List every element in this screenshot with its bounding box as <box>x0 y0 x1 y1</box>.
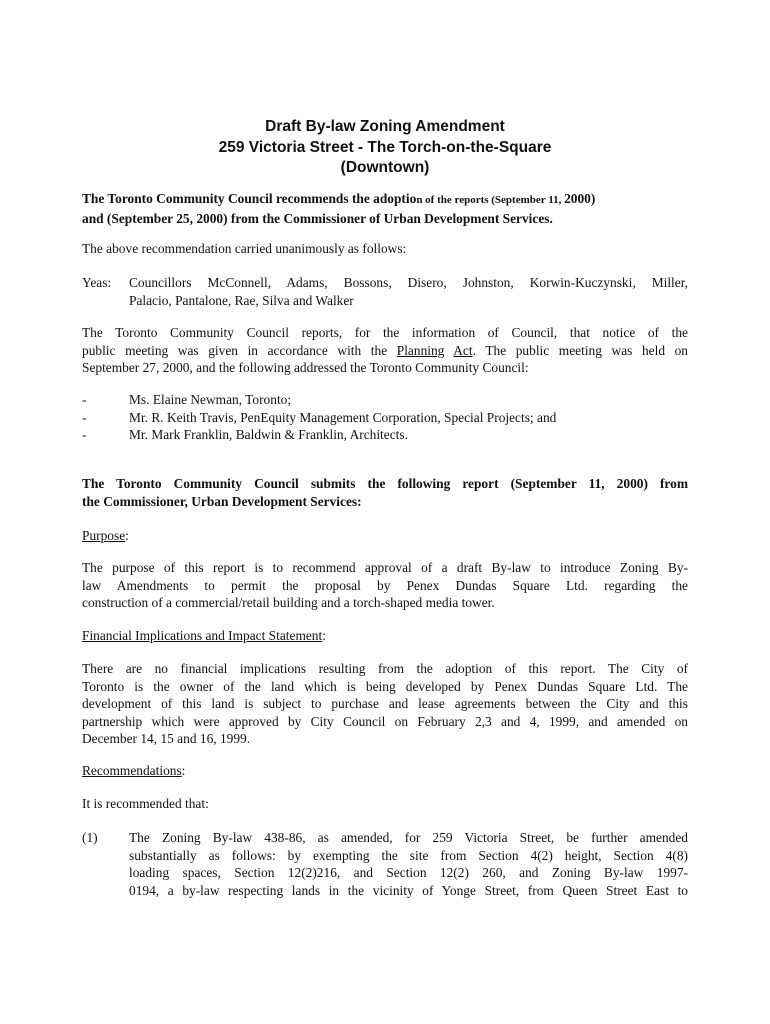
yeas-label: Yeas: <box>82 275 112 290</box>
reports-line-2: public meeting was given in accordance with the Planning Act. The public meeting was held on <box>82 342 689 358</box>
list-item: - Mr. Mark Franklin, Baldwin & Franklin, Architects. <box>82 427 408 442</box>
list-item: - Mr. R. Keith Travis, PenEquity Management Corporation, Special Projects; and <box>82 409 557 425</box>
item-1-line-2: substantially as follows: by exempting the site from Section 4(2) height, Section 4(8) <box>129 847 688 863</box>
planning-act-link-act: Act <box>453 342 473 358</box>
recommendation-item-1 <box>82 829 688 899</box>
yeas-line-2: Palacio, Pantalone, Rae, Silva and Walker <box>129 292 354 308</box>
title-line-2: 259 Victoria Street - The Torch-on-the-Square <box>218 138 552 156</box>
purpose-line-1: The purpose of this report is to recommend approval of a draft By-law to introduce Zoning By- <box>82 560 688 575</box>
financial-line-5: December 14, 15 and 16, 1999. <box>82 731 251 746</box>
reports-paragraph <box>82 324 688 377</box>
purpose-line-2: law Amendments to permit the proposal by Penex Dundas Square Ltd. regarding the <box>82 577 688 593</box>
title-line-1: Draft By-law Zoning Amendment <box>265 118 505 135</box>
reports-line-3: September 27, 2000, and the following addressed the Toronto Community Council: <box>82 360 529 375</box>
financial-paragraph <box>82 660 688 748</box>
recommendation-paragraph <box>82 190 688 227</box>
list-item: - Ms. Elaine Newman, Toronto; <box>82 392 292 407</box>
submits-line-1: The Toronto Community Council submits the following report (September 11, 2000) from <box>82 476 688 491</box>
addressed-list <box>82 391 688 444</box>
financial-line-2: Toronto is the owner of the land which is being developed by Penex Dundas Square Ltd. The <box>82 678 688 694</box>
reports-line-1: The Toronto Community Council reports, for the information of Council, that notice of the <box>82 325 688 340</box>
recommendations-intro: It is recommended that: <box>82 796 209 811</box>
item-1-line-3: loading spaces, Section 12(2)216, and Section 12(2) 260, and Zoning By-law 1997- <box>129 865 688 880</box>
planning-act-link-planning: Planning <box>396 342 445 358</box>
item-1-line-1: The Zoning By-law 438-86, as amended, for 259 Victoria Street, be further amended <box>129 830 688 845</box>
submits-paragraph <box>82 475 688 510</box>
financial-line-4: partnership which were approved by City Council on February 2,3 and 4, 1999, and amended on <box>82 713 688 729</box>
document-title <box>0 117 770 179</box>
recommendation-line-1: The Toronto Community Council recommends the adoption of the reports (September 11, 2000) <box>82 191 596 206</box>
purpose-line-3: construction of a commercial/retail building and a torch-shaped media tower. <box>82 595 495 610</box>
title-line-3: (Downtown) <box>340 159 430 176</box>
financial-line-1: There are no financial implications resulting from the adoption of this report. The City of <box>82 661 688 676</box>
recommendations-heading: Recommendations: <box>82 763 186 778</box>
financial-heading: Financial Implications and Impact Statement: <box>82 628 326 643</box>
recommendation-line-2: and (September 25, 2000) from the Commissioner of Urban Development Services. <box>82 210 553 226</box>
item-number: (1) <box>82 830 98 845</box>
item-1-line-4: 0194, a by-law respecting lands in the vicinity of Yonge Street, from Queen Street East to <box>129 882 688 898</box>
submits-line-2: the Commissioner, Urban Development Services: <box>82 493 362 509</box>
purpose-paragraph <box>82 559 688 612</box>
financial-line-3: development of this land is subject to purchase and lease agreements between the City and this <box>82 696 688 711</box>
purpose-heading: Purpose: <box>82 528 129 543</box>
carried-statement: The above recommendation carried unanimously as follows: <box>82 241 407 256</box>
yeas-block <box>82 274 688 309</box>
yeas-line-1: Councillors McConnell, Adams, Bossons, Disero, Johnston, Korwin-Kuczynski, Miller, <box>129 275 688 290</box>
